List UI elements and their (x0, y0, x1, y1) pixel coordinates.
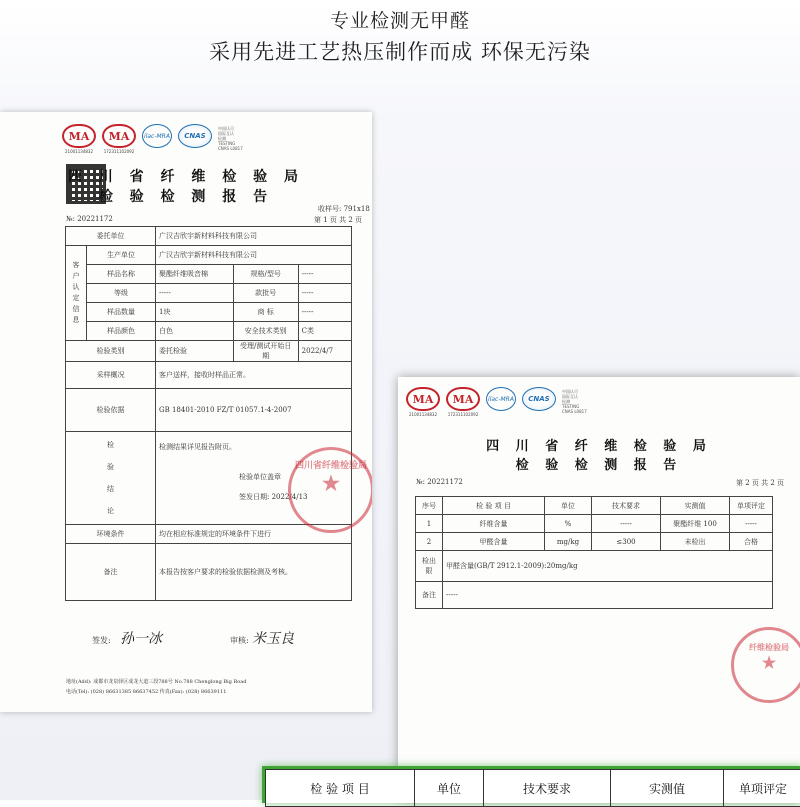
cell-unit: mg/kg (545, 533, 592, 551)
color-value: 白色 (156, 322, 234, 341)
zoom-col-assessment: 单项评定 (724, 770, 800, 807)
ma-logo-1: MA 21001134832 (62, 124, 96, 154)
seal-text: 检验单位盖章 (239, 472, 348, 482)
quantity-value: 1块 (156, 303, 234, 322)
col-header-item: 检 验 项 目 (443, 497, 545, 515)
quantity-label: 样品数量 (87, 303, 156, 322)
col-header-requirement: 技术要求 (592, 497, 661, 515)
cnas-logo: CNAS (178, 124, 212, 148)
note-label: 备注 (66, 544, 156, 601)
sample-number: 收样号: 791x18 (318, 204, 370, 214)
method-label: 检出限 (416, 551, 443, 582)
maker-value: 广汉吉欣宇新材料科技有限公司 (156, 246, 352, 265)
brand-value: ----- (298, 303, 351, 322)
address-line: 地址(Add): 成都市龙泉驿区成龙大道三段788号 No.788 Chenglong Big Road (66, 678, 246, 685)
sample-name-label: 样品名称 (87, 265, 156, 284)
zoom-col-measured: 实测值 (611, 770, 724, 807)
approver-signature: 孙一冰 (120, 628, 162, 648)
test-results-table (415, 496, 773, 609)
grade-value: ----- (156, 284, 234, 303)
brand-label: 商 标 (233, 303, 298, 322)
cell-no: 1 (416, 515, 443, 533)
approver-label: 签发: (92, 635, 111, 646)
client-value: 广汉吉欣宇新材料科技有限公司 (156, 227, 352, 246)
table-header-row (416, 497, 773, 515)
cell-item: 纤维含量 (443, 515, 545, 533)
cell-assessment: 合格 (730, 533, 773, 551)
report-page-2 (398, 377, 800, 800)
cnas-logo-2: CNAS (522, 387, 556, 411)
contact-line: 电话(Tel): (028) 86631385 86637452 传真(Fax): (028) 86639111 (66, 688, 226, 695)
col-header-measured: 实测值 (661, 497, 730, 515)
conclusion-value: 检测结果详见报告附页。 (159, 442, 348, 452)
reviewer-label: 审核: (230, 635, 249, 646)
sign-date: 签发日期: 2022/4/13 (239, 492, 348, 502)
safety-value: C类 (298, 322, 351, 341)
method-value: 甲醛含量(GB/T 2912.1-2009):20mg/kg (443, 551, 773, 582)
maker-label: 生产单位 (87, 246, 156, 265)
client-info-table (65, 226, 352, 601)
sample-name-value: 聚酯纤维吸音棉 (156, 265, 234, 284)
report-subtitle: 检 验 检 测 报 告 (0, 186, 372, 206)
environment-label: 环境条件 (66, 525, 156, 544)
col-header-no: 序号 (416, 497, 443, 515)
zoom-col-requirement: 技术要求 (484, 770, 611, 807)
start-date-label: 受理/测试开始日期 (233, 341, 298, 362)
conclusion-label: 检 验 结 论 (66, 432, 156, 525)
spec-label: 规格/型号 (233, 265, 298, 284)
cell-item: 甲醛含量 (443, 533, 545, 551)
report2-number: №: 20221172 (416, 478, 463, 486)
note2-value: ----- (443, 582, 773, 609)
ilac-mra-logo: ilac-MRA (142, 124, 172, 148)
ilac-mra-logo-2: ilac-MRA (486, 387, 516, 411)
cell-measured: 未检出 (661, 533, 730, 551)
inspection-type-value: 委托检验 (156, 341, 234, 362)
spec-value: ----- (298, 265, 351, 284)
batch-label: 款批号 (233, 284, 298, 303)
table-row (416, 515, 773, 533)
color-label: 样品颜色 (87, 322, 156, 341)
basis-label: 检验依据 (66, 389, 156, 432)
basis-value: GB 18401-2010 FZ/T 01057.1-4-2007 (156, 389, 352, 432)
cnas-text-2: 中国认可 国际互认 检测 TESTING CNAS L0817 (562, 389, 587, 414)
sampling-value: 客户送样，接收时样品正常。 (156, 362, 352, 389)
col-header-assessment: 单项评定 (730, 497, 773, 515)
batch-value: ----- (298, 284, 351, 303)
ma-logo-2: MA 172311102092 (102, 124, 136, 154)
certification-logos (62, 124, 243, 154)
environment-value: 均在相应标准规定的环境条件下进行 (156, 525, 352, 544)
page-indicator: 第 1 页 共 2 页 (314, 215, 362, 225)
cell-unit: % (545, 515, 592, 533)
ma-logo-4: MA 172311102092 (446, 387, 480, 417)
sampling-label: 采样概况 (66, 362, 156, 389)
ma-logo-3: MA 21001134832 (406, 387, 440, 417)
note-value: 本报告按客户要求的检验依据检测及考核。 (156, 544, 352, 601)
start-date-value: 2022/4/7 (298, 341, 351, 362)
report2-title: 四 川 省 纤 维 检 验 局 (398, 435, 800, 454)
report-page-1 (0, 112, 372, 712)
headline-line2: 采用先进工艺热压制作而成 环保无污染 (0, 36, 800, 66)
certification-logos-2 (406, 387, 587, 417)
zoomed-table-header (262, 766, 800, 803)
official-seal-stamp: 四川省纤维检验局 ★ (288, 447, 372, 533)
cell-measured: 聚酯纤维 100 (661, 515, 730, 533)
inspection-type-label: 检验类别 (66, 341, 156, 362)
report2-page-indicator: 第 2 页 共 2 页 (736, 478, 784, 488)
zoom-col-unit: 单位 (415, 770, 484, 807)
cell-requirement: ≤300 (592, 533, 661, 551)
reviewer-signature: 米玉良 (252, 628, 294, 648)
grade-label: 等级 (87, 284, 156, 303)
note2-label: 备注 (416, 582, 443, 609)
client-label: 委托单位 (66, 227, 156, 246)
table-row (416, 533, 773, 551)
headline-line1: 专业检测无甲醛 (0, 6, 800, 33)
report2-subtitle: 检 验 检 测 报 告 (398, 454, 800, 473)
cell-no: 2 (416, 533, 443, 551)
zoom-col-item: 检 验 项 目 (266, 770, 415, 807)
official-seal-stamp-2: 纤维检验局 ★ (731, 627, 800, 703)
report-title: 四 川 省 纤 维 检 验 局 (0, 166, 372, 186)
cell-requirement: ----- (592, 515, 661, 533)
customer-info-group: 客 户 认 定 信 息 (66, 246, 87, 341)
col-header-unit: 单位 (545, 497, 592, 515)
cell-assessment: ----- (730, 515, 773, 533)
cnas-text: 中国认可 国际互认 检测 TESTING CNAS L0817 (218, 126, 243, 151)
safety-label: 安全技术类别 (233, 322, 298, 341)
report-number: №: 20221172 (66, 215, 113, 223)
